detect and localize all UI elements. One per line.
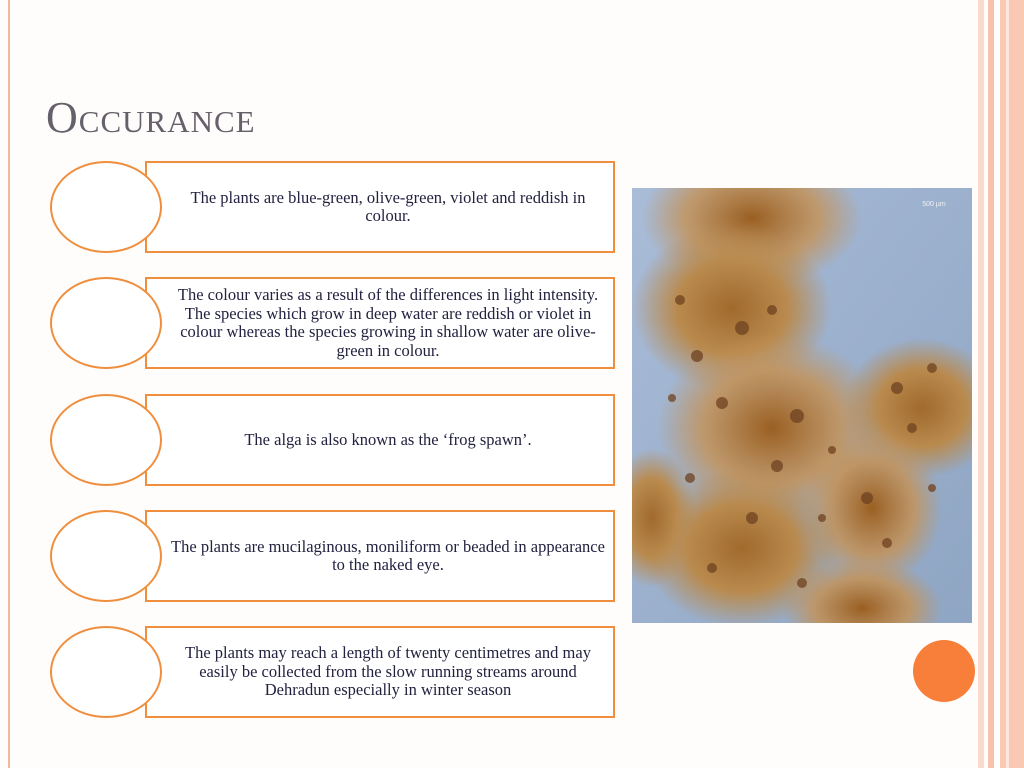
bullet-circle [50,394,162,486]
text-box [145,626,615,718]
bullet-circle [50,510,162,602]
frame-right-line [1006,0,1009,768]
text-box [145,277,615,369]
item-text: The plants may reach a length of twenty centimetres and may easily be collected from the slow running streams around Dehradun especially in winter season [185,643,591,700]
scale-bar-label: 500 µm [922,201,946,208]
item-text: The plants are blue-green, olive-green, violet and reddish in colour. [190,187,586,225]
list-item [50,510,620,602]
frame-right-strip [978,0,984,768]
micrograph-image [632,188,972,623]
list-item [50,277,620,369]
list-item [50,161,620,253]
slide-title: Occurance [46,93,256,142]
bullet-circle [50,626,162,718]
text-box [145,394,615,486]
micrograph-illustration [632,188,972,623]
list-item [50,394,620,486]
bullet-circle [50,277,162,369]
frame-right-border [1000,0,1024,768]
text-box [145,161,615,253]
text-box [145,510,615,602]
bullet-circle [50,161,162,253]
list-item [50,626,620,718]
item-text: The plants are mucilaginous, moniliform or beaded in appearance to the naked eye. [171,536,605,574]
item-text: The colour varies as a result of the differences in light intensity. The species which grow in deep water are reddish or violet in colour whereas the species growing in shallow water are olive-green in colour. [177,285,599,360]
frame-left-line [8,0,10,768]
item-text: The alga is also known as the ‘frog spawn’. [244,429,532,449]
decorative-orange-dot [913,640,975,702]
frame-right-strip [988,0,994,768]
